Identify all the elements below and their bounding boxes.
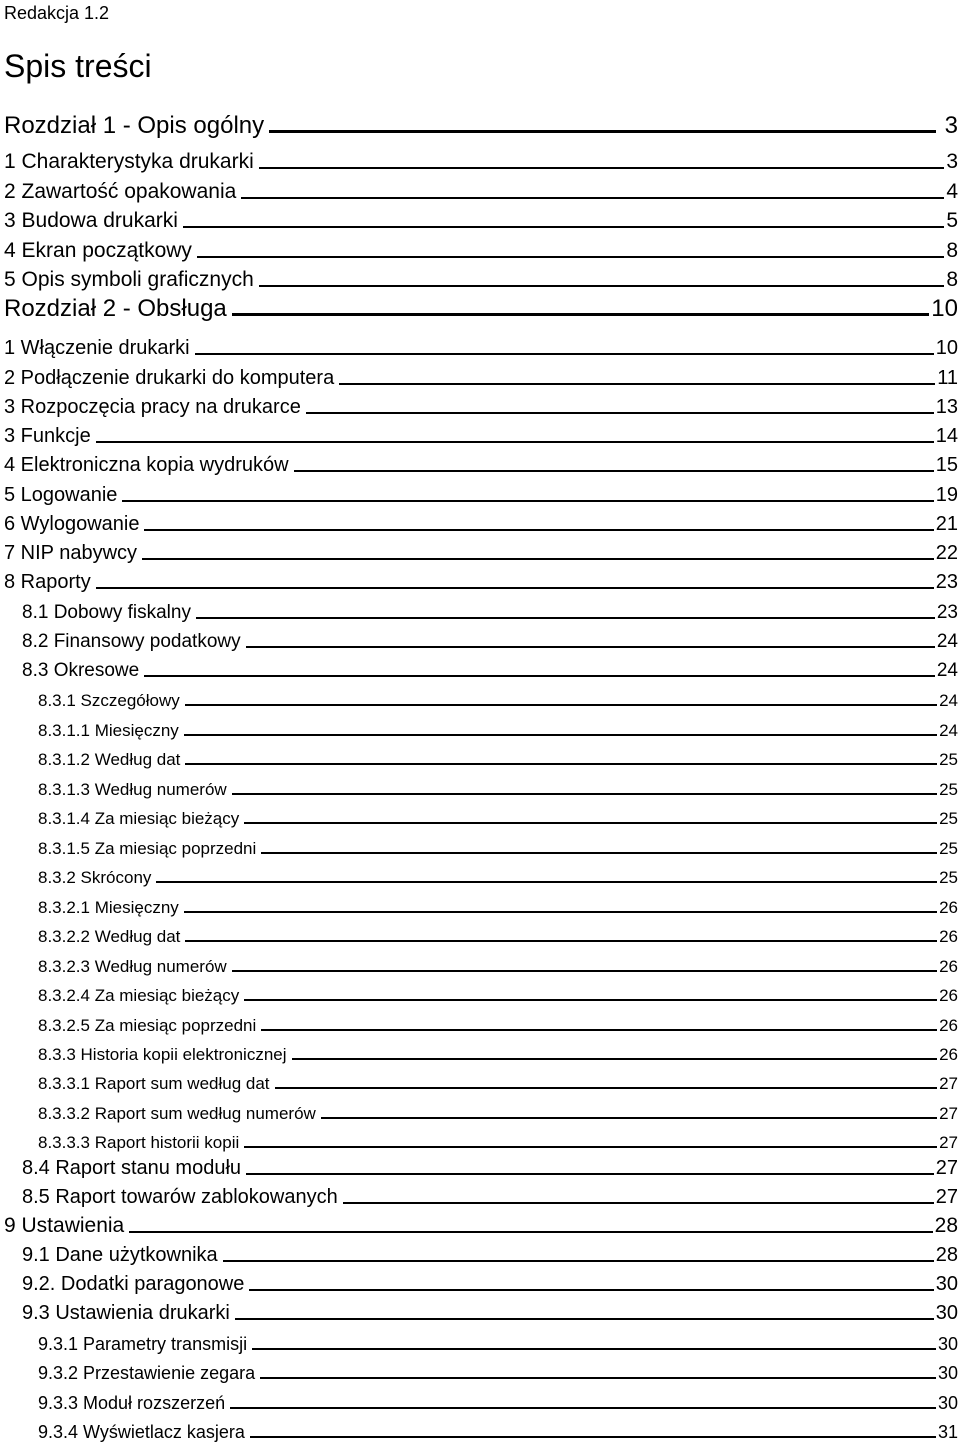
- toc-entry[interactable]: [38, 831, 958, 859]
- toc-chapter-entry[interactable]: [4, 112, 958, 140]
- toc-leader-line: [246, 646, 935, 648]
- toc-page-number: 3: [944, 112, 958, 139]
- toc-leader-line: [259, 167, 945, 169]
- toc-leader-line: [184, 911, 937, 913]
- toc-entry-label: 9.3.2 Przestawienie zegara: [38, 1363, 256, 1383]
- toc-entry-label: Rozdział 1 - Opis ogólny: [4, 112, 265, 139]
- toc-page-number: 8: [946, 268, 958, 291]
- toc-entry-label: 8.3.1.1 Miesięczny: [38, 721, 179, 740]
- toc-page-number: 26: [939, 957, 958, 976]
- toc-leader-line: [306, 412, 934, 414]
- toc-leader-line: [250, 1436, 936, 1438]
- toc-page-number: 28: [934, 1214, 958, 1237]
- toc-entry-label: 8.4 Raport stanu modułu: [22, 1157, 242, 1179]
- toc-entry-label: 8.5 Raport towarów zablokowanych: [22, 1186, 338, 1208]
- toc-entry-label: 4 Ekran początkowy: [4, 239, 192, 262]
- toc-entry-label: 8.3.2.2 Według dat: [38, 927, 181, 946]
- toc-entry[interactable]: [38, 1096, 958, 1124]
- toc-entry-label: 8.3.3.1 Raport sum według dat: [38, 1074, 270, 1093]
- toc-page-number: 24: [939, 721, 958, 740]
- toc-entry-label: 2 Podłączenie drukarki do komputera: [4, 367, 335, 389]
- toc-page-number: 3: [946, 150, 958, 173]
- toc-entry-label: 9.3.1 Parametry transmisji: [38, 1334, 248, 1354]
- toc-leader-line: [183, 226, 944, 228]
- toc-entry-label: 8 Raporty: [4, 571, 91, 593]
- toc-entry-label: 8.3.2.5 Za miesiąc poprzedni: [38, 1016, 257, 1035]
- toc-entry[interactable]: [4, 264, 958, 292]
- toc-page-number: 27: [935, 1186, 958, 1208]
- toc-leader-line: [292, 1058, 938, 1060]
- toc-page-number: 15: [935, 454, 958, 476]
- toc-entry[interactable]: [38, 742, 958, 770]
- toc-entry[interactable]: [22, 1239, 958, 1267]
- toc-entry[interactable]: [4, 508, 958, 536]
- toc-page-number: 26: [939, 898, 958, 917]
- toc-leader-line: [232, 313, 930, 316]
- toc-page-number: 30: [935, 1273, 958, 1295]
- toc-entry-label: 8.3.2.1 Miesięczny: [38, 898, 179, 917]
- toc-entry-label: 8.3 Okresowe: [22, 660, 140, 681]
- toc-leader-line: [343, 1202, 934, 1204]
- toc-leader-line: [244, 999, 937, 1001]
- toc-entry-label: 9.1 Dane użytkownika: [22, 1244, 218, 1266]
- toc-entry[interactable]: [38, 772, 958, 800]
- toc-page-number: 10: [931, 295, 958, 322]
- toc-entry-label: 6 Wylogowanie: [4, 513, 140, 535]
- toc-page-number: 26: [939, 1016, 958, 1035]
- toc-leader-line: [144, 529, 933, 531]
- toc-page-number: 19: [935, 484, 958, 506]
- toc-page-number: 30: [937, 1334, 958, 1354]
- toc-entry[interactable]: [22, 596, 958, 624]
- toc-entry-label: 7 NIP nabywcy: [4, 542, 138, 564]
- toc-page-number: 23: [936, 602, 958, 623]
- toc-entry[interactable]: [4, 146, 958, 174]
- toc-entry-label: 8.3.1.4 Za miesiąc bieżący: [38, 809, 240, 828]
- toc-leader-line: [223, 1260, 934, 1262]
- toc-entry-label: 3 Budowa drukarki: [4, 209, 178, 232]
- toc-entry-label: 8.3.1.5 Za miesiąc poprzedni: [38, 839, 257, 858]
- toc-leader-line: [129, 1231, 932, 1233]
- toc-page-number: 14: [935, 425, 958, 447]
- toc-entry[interactable]: [4, 176, 958, 204]
- toc-page-number: 25: [939, 839, 958, 858]
- toc-leader-line: [275, 1087, 938, 1089]
- toc-entry-label: 1 Włączenie drukarki: [4, 337, 190, 359]
- toc-page-number: 26: [939, 927, 958, 946]
- revision-label: Redakcja 1.2: [4, 3, 110, 23]
- toc-page-number: 31: [937, 1422, 958, 1442]
- toc-entry-label: 9.2. Dodatki paragonowe: [22, 1273, 245, 1295]
- toc-page-number: 26: [939, 1045, 958, 1064]
- toc-entry-label: 8.3.2.3 Według numerów: [38, 957, 227, 976]
- toc-leader-line: [185, 940, 937, 942]
- toc-entry[interactable]: [22, 1181, 958, 1209]
- toc-leader-line: [144, 675, 935, 677]
- toc-entry[interactable]: [4, 537, 958, 565]
- toc-page-number: 25: [939, 750, 958, 769]
- toc-entry[interactable]: [38, 978, 958, 1006]
- toc-entry-label: 5 Logowanie: [4, 484, 118, 506]
- toc-entry-label: 9.3 Ustawienia drukarki: [22, 1302, 230, 1324]
- toc-entry-label: 9.3.3 Moduł rozszerzeń: [38, 1393, 226, 1413]
- toc-entry[interactable]: [38, 860, 958, 888]
- toc-leader-line: [244, 822, 937, 824]
- toc-entry-label: 2 Zawartość opakowania: [4, 180, 237, 203]
- toc-entry-label: 3 Rozpoczęcia pracy na drukarce: [4, 396, 301, 418]
- toc-entry-label: 8.3.1.3 Według numerów: [38, 780, 227, 799]
- toc-entry-label: 8.3.3.2 Raport sum według numerów: [38, 1104, 316, 1123]
- toc-entry-label: 8.3.3 Historia kopii elektronicznej: [38, 1045, 287, 1064]
- toc-entry[interactable]: [4, 1210, 958, 1238]
- toc-entry[interactable]: [4, 566, 958, 594]
- toc-page-number: 30: [937, 1363, 958, 1383]
- toc-entry[interactable]: [4, 332, 958, 360]
- toc-page-number: 4: [946, 180, 958, 203]
- toc-leader-line: [96, 587, 934, 589]
- toc-entry[interactable]: [22, 625, 958, 653]
- toc-entry-label: 8.3.1 Szczegółowy: [38, 691, 180, 710]
- toc-page-number: 10: [935, 337, 958, 359]
- toc-entry[interactable]: [38, 1327, 958, 1355]
- toc-entry-label: 3 Funkcje: [4, 425, 91, 447]
- toc-leader-line: [232, 793, 937, 795]
- toc-leader-line: [269, 130, 936, 133]
- toc-entry[interactable]: [38, 1356, 958, 1384]
- toc-entry[interactable]: [4, 205, 958, 233]
- toc-leader-line: [230, 1407, 936, 1409]
- toc-page-number: 25: [939, 780, 958, 799]
- toc-page-number: 5: [946, 209, 958, 232]
- toc-entry[interactable]: [38, 801, 958, 829]
- toc-entry[interactable]: [4, 235, 958, 263]
- toc-page-number: 25: [939, 809, 958, 828]
- toc-entry[interactable]: [4, 479, 958, 507]
- toc-page-number: 28: [935, 1244, 958, 1266]
- toc-leader-line: [259, 285, 945, 287]
- toc-entry-label: 8.3.1.2 Według dat: [38, 750, 181, 769]
- toc-leader-line: [156, 881, 937, 883]
- toc-page-number: 27: [939, 1133, 958, 1152]
- toc-entry-label: 8.1 Dobowy fiskalny: [22, 602, 191, 623]
- toc-chapter-entry[interactable]: [4, 295, 958, 323]
- toc-entry-label: 5 Opis symboli graficznych: [4, 268, 254, 291]
- toc-page-number: 27: [939, 1074, 958, 1093]
- toc-leader-line: [249, 1289, 933, 1291]
- toc-entry[interactable]: [22, 1268, 958, 1296]
- toc-entry[interactable]: [38, 949, 958, 977]
- toc-page-number: 8: [946, 239, 958, 262]
- toc-entry-label: 8.3.3.3 Raport historii kopii: [38, 1133, 240, 1152]
- toc-page-number: 25: [939, 868, 958, 887]
- toc-entry-label: Rozdział 2 - Obsługa: [4, 295, 227, 322]
- toc-entry-label: 8.3.2.4 Za miesiąc bieżący: [38, 986, 240, 1005]
- toc-entry-label: 8.2 Finansowy podatkowy: [22, 631, 241, 652]
- toc-entry[interactable]: [4, 362, 958, 390]
- toc-leader-line: [260, 1377, 936, 1379]
- toc-entry[interactable]: [4, 391, 958, 419]
- toc-entry[interactable]: [38, 1066, 958, 1094]
- toc-leader-line: [235, 1318, 934, 1320]
- toc-entry[interactable]: [22, 654, 958, 682]
- toc-entry[interactable]: [38, 890, 958, 918]
- toc-page-number: 23: [935, 571, 958, 593]
- page-title: Spis treści: [4, 48, 152, 84]
- toc-entry[interactable]: [22, 1152, 958, 1180]
- toc-entry[interactable]: [38, 1037, 958, 1065]
- toc-entry[interactable]: [38, 1415, 958, 1443]
- toc-leader-line: [196, 617, 935, 619]
- toc-leader-line: [244, 1146, 937, 1148]
- toc-page-number: 27: [939, 1104, 958, 1123]
- toc-leader-line: [142, 558, 934, 560]
- toc-entry[interactable]: [38, 919, 958, 947]
- toc-leader-line: [321, 1117, 937, 1119]
- toc-leader-line: [294, 470, 934, 472]
- toc-page-number: 30: [937, 1393, 958, 1413]
- toc-page-number: 24: [936, 631, 958, 652]
- toc-entry[interactable]: [38, 1008, 958, 1036]
- toc-entry[interactable]: [38, 713, 958, 741]
- toc-entry[interactable]: [38, 1125, 958, 1153]
- toc-page-number: 24: [939, 691, 958, 710]
- toc-entry[interactable]: [4, 449, 958, 477]
- toc-entry-label: 1 Charakterystyka drukarki: [4, 150, 254, 173]
- toc-entry-label: 9 Ustawienia: [4, 1214, 125, 1237]
- toc-leader-line: [252, 1348, 936, 1350]
- toc-entry[interactable]: [38, 683, 958, 711]
- toc-leader-line: [232, 970, 937, 972]
- toc-leader-line: [339, 383, 935, 385]
- toc-leader-line: [185, 763, 937, 765]
- toc-leader-line: [261, 1029, 937, 1031]
- toc-page-number: 22: [935, 542, 958, 564]
- toc-leader-line: [185, 704, 937, 706]
- toc-entry-label: 4 Elektroniczna kopia wydruków: [4, 454, 289, 476]
- toc-leader-line: [197, 256, 944, 258]
- toc-page-number: 24: [936, 660, 958, 681]
- toc-leader-line: [241, 197, 944, 199]
- toc-entry[interactable]: [4, 420, 958, 448]
- toc-entry[interactable]: [22, 1297, 958, 1325]
- toc-page-number: 21: [935, 513, 958, 535]
- toc-page-number: 11: [937, 367, 958, 389]
- toc-entry[interactable]: [38, 1386, 958, 1414]
- toc-leader-line: [96, 441, 934, 443]
- toc-page-number: 13: [935, 396, 958, 418]
- toc-page-number: 27: [935, 1157, 958, 1179]
- toc-leader-line: [122, 500, 933, 502]
- toc-page-number: 26: [939, 986, 958, 1005]
- toc-entry-label: 9.3.4 Wyświetlacz kasjera: [38, 1422, 245, 1442]
- toc-leader-line: [261, 852, 937, 854]
- toc-leader-line: [246, 1173, 934, 1175]
- toc-entry-label: 8.3.2 Skrócony: [38, 868, 152, 887]
- toc-page-number: 30: [935, 1302, 958, 1324]
- toc-leader-line: [195, 353, 934, 355]
- toc-leader-line: [184, 734, 937, 736]
